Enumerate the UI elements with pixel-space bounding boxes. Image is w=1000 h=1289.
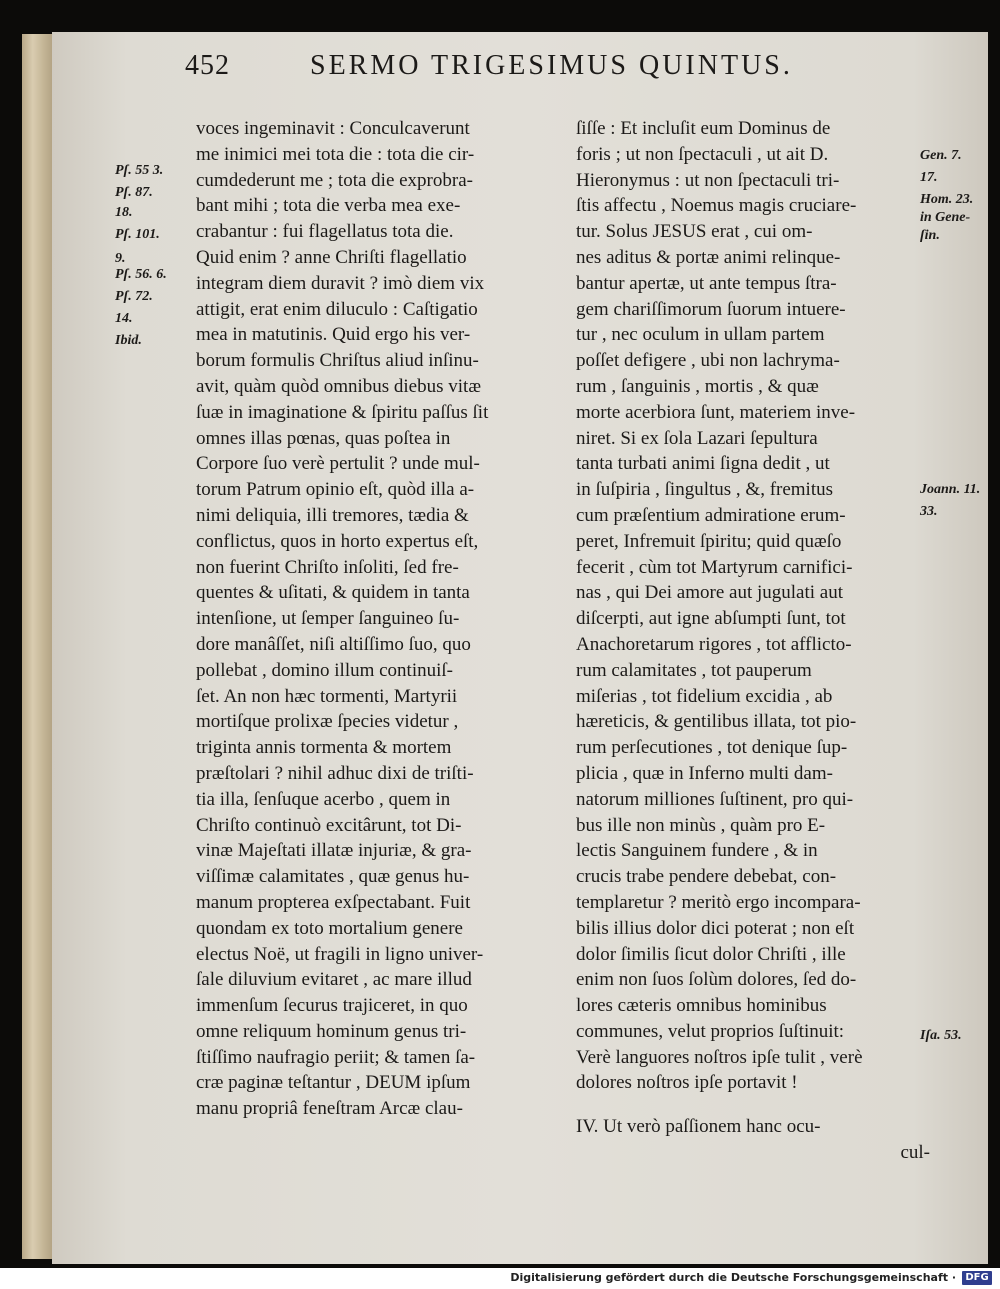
text-line: communes, velut proprios ſuſtinuit: [576, 1020, 845, 1042]
margin-note: 14. [115, 311, 133, 326]
text-line: dolores noſtros ipſe portavit ! [576, 1072, 798, 1094]
text-line: ſet. An non hæc tormenti, Martyrii [196, 685, 458, 707]
margin-note: 9. [115, 251, 126, 266]
margin-note: 17. [920, 170, 938, 185]
right-text-column [576, 116, 938, 1166]
text-line: non fuerint Chriſto inſoliti, ſed fre- [196, 556, 459, 578]
left-text-column [196, 116, 566, 1122]
text-line: cul- [900, 1142, 930, 1164]
text-line: tur , nec oculum in ullam partem [576, 324, 825, 346]
text-line: cumdederunt me ; tota die exprobra- [196, 169, 473, 191]
text-line: foris ; ut non ſpectaculi , ut ait D. [576, 143, 829, 165]
text-line: cum præſentium admiratione erum- [576, 504, 846, 526]
text-line: plicia , quæ in Inferno multi dam- [576, 762, 833, 784]
text-line: peret, Infremuit ſpiritu; quid quæſo [576, 530, 842, 552]
text-line: me inimici mei tota die : tota die cir- [196, 143, 475, 165]
text-line: rum perſecutiones , tot denique ſup- [576, 737, 848, 759]
margin-note: Ibid. [115, 333, 142, 348]
margin-note: Joann. 11. [920, 482, 981, 497]
text-line: natorum milliones ſuſtinent, pro qui- [576, 788, 854, 810]
text-line: lores cæteris omnibus hominibus [576, 995, 827, 1017]
margin-note: Gen. 7. [920, 148, 962, 163]
text-line: voces ingeminavit : Conculcaverunt [196, 118, 470, 139]
text-line: quentes & uſitati, & quidem in tanta [196, 582, 470, 604]
text-line: nas , qui Dei amore aut jugulati aut [576, 582, 843, 604]
footer-bar [0, 1268, 1000, 1289]
text-line: cræ paginæ teſtantur , DEUM ipſum [196, 1072, 471, 1094]
margin-note: ſin. [920, 228, 940, 243]
text-line: nes aditus & portæ animi relinque- [576, 246, 841, 268]
text-line: triginta annis tormenta & mortem [196, 737, 452, 759]
text-line: ſtis affectu , Noemus magis cruciare- [576, 195, 857, 217]
text-line: integram diem duravit ? imò diem vix [196, 272, 485, 294]
text-line: vinæ Majeſtati illatæ injuriæ, & gra- [196, 840, 472, 862]
margin-note: in Gene- [920, 210, 971, 225]
margin-note: Pſ. 56. 6. [115, 267, 167, 282]
text-line: conflictus, quos in horto expertus eſt, [196, 530, 479, 552]
margin-note: 33. [920, 504, 938, 519]
text-line: nimi deliquia, illi tremores, tædia & [196, 504, 469, 526]
text-line: IV. Ut verò paſſionem hanc ocu- [576, 1116, 821, 1138]
text-line: Quid enim ? anne Chriſti flagellatio [196, 246, 467, 268]
text-line: Corpore ſuo verè pertulit ? unde mul- [196, 453, 480, 475]
text-line: lectis Sanguinem fundere , & in [576, 840, 818, 862]
text-line: electus Noë, ut fragili in ligno univer- [196, 943, 484, 965]
text-line: pollebat , domino illum continuiſ- [196, 659, 454, 681]
text-line: ſale diluvium evitaret , ac mare illud [196, 969, 472, 991]
text-line: borum formulis Chriſtus aliud inſinu- [196, 350, 479, 372]
text-line: manum propterea exſpectabant. Fuit [196, 891, 471, 913]
text-line: viſſimæ calamitates , quæ genus hu- [196, 866, 470, 888]
margin-note: 18. [115, 205, 133, 220]
page-number: 452 [185, 50, 230, 81]
text-line: Chriſto continuò excitârunt, tot Di- [196, 814, 462, 836]
text-line: fecerit , cùm tot Martyrum carnifici- [576, 556, 853, 578]
running-head [150, 48, 850, 88]
text-line: crucis trabe pendere debebat, con- [576, 866, 837, 888]
text-line: Verè languores noſtros ipſe tulit , verè [576, 1046, 863, 1068]
text-line: omnes illas pœnas, quas poſtea in [196, 427, 451, 449]
text-line: bilis illius dolor dici poterat ; non eſt [576, 917, 855, 939]
text-line: rum calamitates , tot pauperum [576, 659, 812, 681]
text-line: quondam ex toto mortalium genere [196, 917, 463, 939]
margin-note: Pſ. 55 3. [115, 163, 164, 178]
margin-note: Pſ. 87. [115, 185, 153, 200]
margin-note: Pſ. 72. [115, 289, 153, 304]
text-line: enim non ſuos ſolùm dolores, ſed do- [576, 969, 857, 991]
text-line: torum Patrum opinio eſt, quòd illa a- [196, 479, 475, 501]
text-line: omne reliquum hominum genus tri- [196, 1020, 467, 1042]
text-line: bant mihi ; tota die verba mea exe- [196, 195, 461, 217]
text-line: poſſet defigere , ubi non lachryma- [576, 350, 840, 372]
text-line: diſcerpti, aut igne abſumpti ſunt, tot [576, 608, 846, 630]
text-line: Anachoretarum rigores , tot afflicto- [576, 633, 852, 655]
text-line: mea in matutinis. Quid ergo his ver- [196, 324, 471, 346]
text-line: dore manâſſet, niſi altiſſimo ſuo, quo [196, 633, 471, 655]
text-line: hæreticis, & gentilibus illata, tot pio- [576, 711, 857, 733]
text-line: bus ille non minùs , quàm pro E- [576, 814, 826, 836]
text-line: præſtolari ? nihil adhuc dixi de triſti- [196, 762, 474, 784]
text-line: ſtiſſimo naufragio periit; & tamen ſa- [196, 1046, 476, 1068]
text-line: tanta turbati animi ſigna dedit , ut [576, 453, 830, 475]
digitization-credit: Digitalisierung gefördert durch die Deutsche Forschungsgemeinschaft · [510, 1271, 956, 1284]
text-line: miſerias , tot fidelium excidia , ab [576, 685, 833, 707]
margin-note: Pſ. 101. [115, 227, 160, 242]
text-line: manu propriâ feneſtram Arcæ clau- [196, 1098, 463, 1120]
text-line: ſuæ in imaginatione & ſpiritu paſſus ſit [196, 401, 489, 423]
text-line: crabantur : fui flagellatus tota die. [196, 221, 454, 243]
text-line: attigit, erat enim diluculo : Caſtigatio [196, 298, 478, 320]
text-line: morte acerbiora ſunt, materiem inve- [576, 401, 856, 423]
text-line: dolor ſimilis ſicut dolor Chriſti , ille [576, 943, 846, 965]
margin-note: Hom. 23. [920, 192, 974, 207]
text-line: templaretur ? meritò ergo incompara- [576, 891, 861, 913]
text-line: Hieronymus : ut non ſpectaculi tri- [576, 169, 840, 191]
text-line: bantur apertæ, ut ante tempus ſtra- [576, 272, 837, 294]
text-line: niret. Si ex ſola Lazari ſepultura [576, 427, 818, 449]
text-line: intenſione, ut ſemper ſanguineo ſu- [196, 608, 460, 630]
text-line: tia illa, ſenſuque acerbo , quem in [196, 788, 451, 810]
text-line: mortiſque prolixæ ſpecies videtur , [196, 711, 459, 733]
text-line: immenſum ſecurus trajiceret, in quo [196, 995, 468, 1017]
text-line: avit, quàm quòd omnibus diebus vitæ [196, 375, 481, 397]
text-line: ſiſſe : Et incluſit eum Dominus de [576, 118, 831, 139]
running-title: SERMO TRIGESIMUS QUINTUS. [310, 50, 793, 81]
dfg-logo: DFG [962, 1271, 992, 1285]
text-line: rum , ſanguinis , mortis , & quæ [576, 375, 819, 397]
text-line: in ſuſpiria , ſingultus , &, fremitus [576, 479, 834, 501]
text-line: gem chariſſimorum ſuorum intuere- [576, 298, 846, 320]
text-line: tur. Solus JESUS erat , cui om- [576, 221, 813, 243]
margin-note: Iſa. 53. [920, 1028, 962, 1043]
